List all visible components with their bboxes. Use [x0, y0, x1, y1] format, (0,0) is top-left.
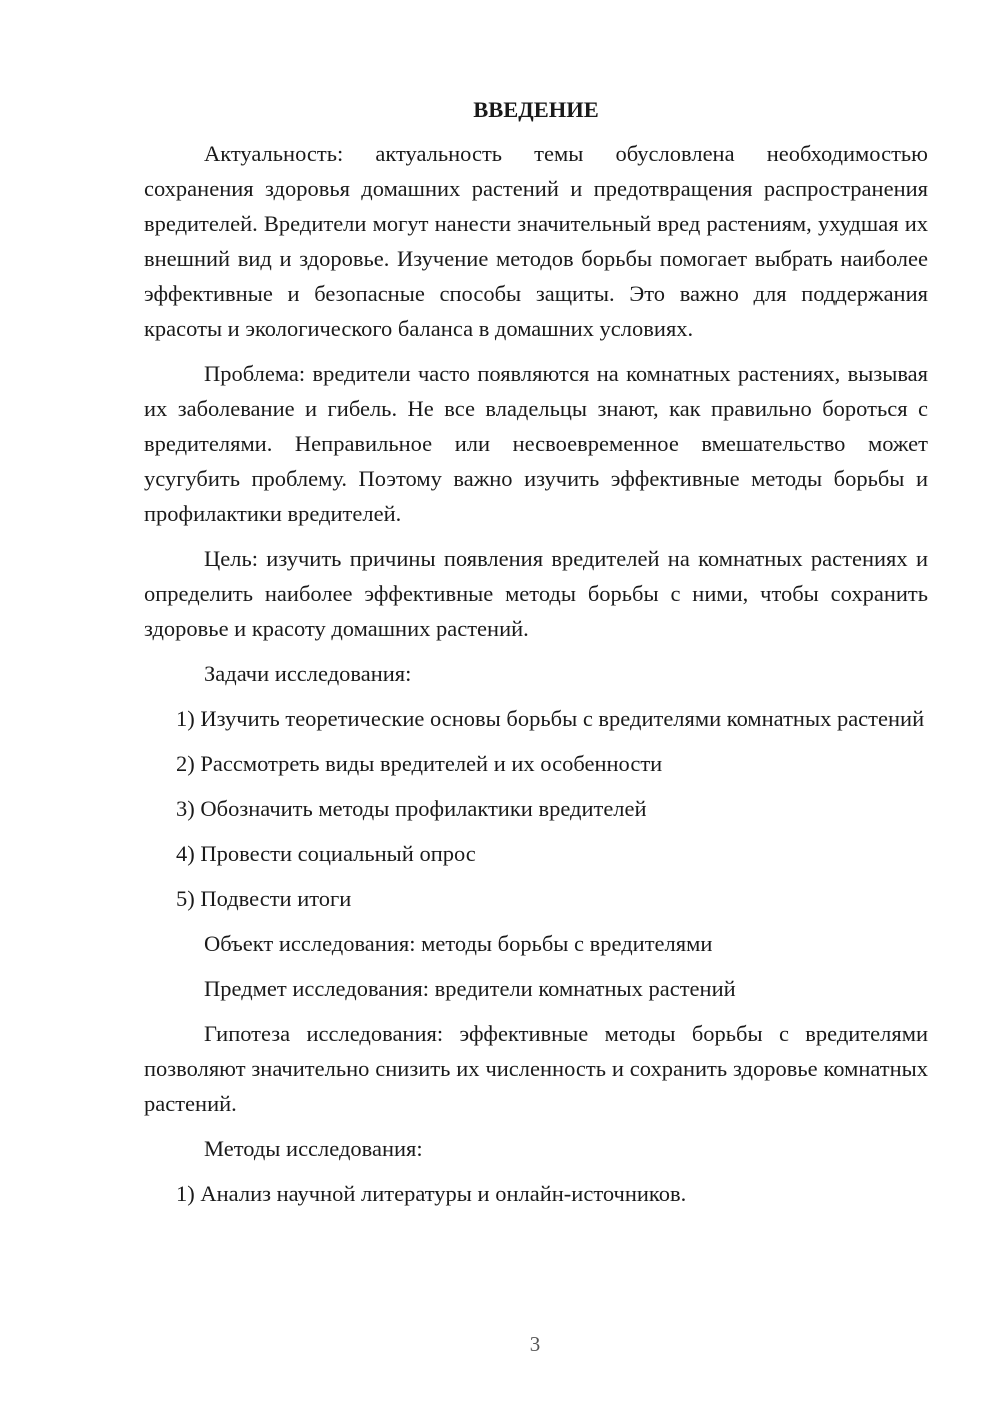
task-item: 2) Рассмотреть виды вредителей и их особенности	[176, 751, 663, 776]
tasks-heading: Задачи исследования:	[204, 661, 412, 686]
methods-heading: Методы исследования:	[204, 1136, 423, 1161]
research-object: Объект исследования: методы борьбы с вредителями	[204, 931, 713, 956]
goal-paragraph: Цель: изучить причины появления вредителей на комнатных растениях и определить наиболее эффективные методы борьбы с ними, чтобы сохранить здоровье и красоту домашних растений.	[144, 546, 928, 641]
research-subject: Предмет исследования: вредители комнатных растений	[204, 976, 736, 1001]
relevance-paragraph: Актуальность: актуальность темы обусловлена необходимостью сохранения здоровья домашних растений и предотвращения распространения вредителей. Вредители могут нанести значительный вред растениям, ухудшая их внешний вид и здоровье. Изучение методов борьбы помогает выбрать наиболее эффективные и безопасные способы защиты. Это важно для поддержания красоты и экологического баланса в домашних условиях.	[144, 141, 928, 341]
page-title: ВВЕДЕНИЕ	[473, 97, 599, 122]
task-item: 4) Провести социальный опрос	[176, 841, 476, 866]
problem-paragraph: Проблема: вредители часто появляются на комнатных растениях, вызывая их заболевание и гибель. Не все владельцы знают, как правильно бороться с вредителями. Неправильное или несвоевременное вмешательство может усугубить проблему. Поэтому важно изучить эффективные методы борьбы и профилактики вредителей.	[144, 361, 928, 526]
hypothesis-paragraph: Гипотеза исследования: эффективные методы борьбы с вредителями позволяют значительно снизить их численность и сохранить здоровье комнатных растений.	[144, 1021, 928, 1116]
task-item: 5) Подвести итоги	[176, 886, 352, 911]
task-item: 1) Изучить теоретические основы борьбы с вредителями комнатных растений	[176, 706, 925, 731]
task-item: 3) Обозначить методы профилактики вредителей	[176, 796, 647, 821]
method-item: 1) Анализ научной литературы и онлайн-источников.	[176, 1181, 687, 1206]
page-number: 3	[529, 1332, 541, 1356]
document-page	[144, 92, 928, 1221]
